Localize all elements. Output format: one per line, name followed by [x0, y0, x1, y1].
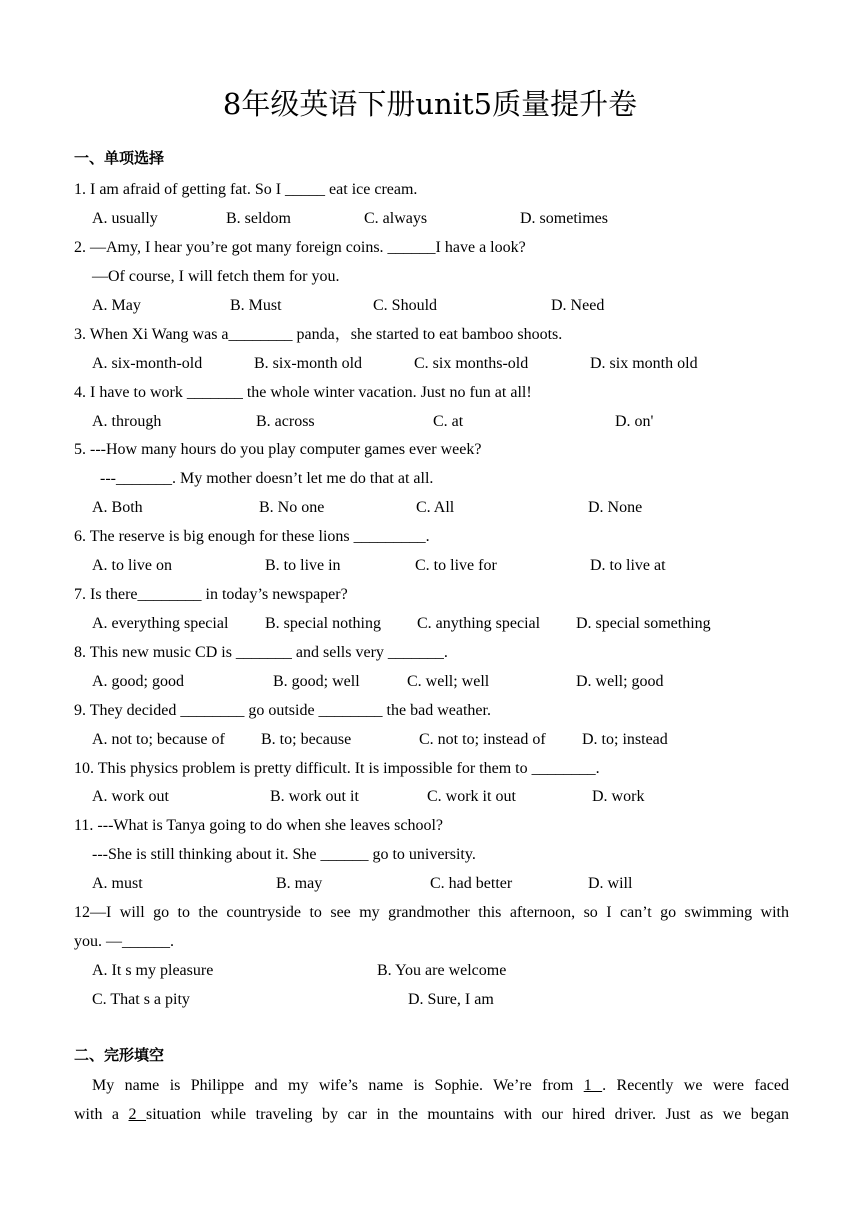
question-2-options [92, 296, 792, 316]
option-d: D. work [592, 788, 645, 805]
option-b: B. work out it [270, 788, 359, 805]
option-d: D. will [588, 875, 633, 892]
passage-text: situation while traveling by car in the mountains with our hired driver. Just as we began [146, 1106, 790, 1123]
option-d: D. Sure, I am [408, 991, 494, 1008]
option-b: B. Must [230, 297, 282, 314]
option-a: A. good; good [92, 673, 184, 690]
passage-line-1 [92, 1076, 789, 1096]
question-3-options [92, 354, 792, 374]
option-b: B. No one [259, 499, 325, 516]
option-a: A. to live on [92, 557, 172, 574]
option-c: C. That s a pity [92, 991, 190, 1008]
option-a: A. work out [92, 788, 169, 805]
option-a: A. It s my pleasure [92, 962, 214, 979]
question-11-options [92, 874, 792, 894]
question-11-stem: 11. ---What is Tanya going to do when she leaves school? [74, 817, 444, 834]
question-7-options [92, 614, 792, 634]
question-1-stem: 1. I am afraid of getting fat. So I _____ eat ice cream. [74, 181, 418, 198]
question-11-stem-2: ---She is still thinking about it. She ______ go to university. [92, 846, 476, 863]
option-c: C. always [364, 210, 428, 227]
question-5-stem-2: ---_______. My mother doesn’t let me do that at all. [100, 470, 434, 487]
option-c: C. well; well [407, 673, 490, 690]
option-b: B. across [256, 413, 315, 430]
passage-text: . Recently we were faced [602, 1077, 790, 1094]
question-12-options-row-1 [92, 961, 792, 981]
question-7-stem: 7. Is there________ in today’s newspaper? [74, 586, 348, 603]
question-6-options [92, 556, 792, 576]
option-b: B. may [276, 875, 323, 892]
question-3-stem: 3. When Xi Wang was a________ panda，she started to eat bamboo shoots. [74, 326, 563, 343]
question-9-stem: 9. They decided ________ go outside ________ the bad weather. [74, 702, 491, 719]
question-12-stem-2: you. —______. [74, 933, 174, 950]
page-title: 8年级英语下册unit5质量提升卷 [222, 87, 638, 121]
option-d: D. well; good [576, 673, 664, 690]
option-c: C. Should [373, 297, 438, 314]
passage-text: My name is Philippe and my wife’s name is Sophie. We’re from [92, 1077, 584, 1094]
question-9-options [92, 730, 792, 750]
question-4-stem: 4. I have to work _______ the whole winter vacation. Just no fun at all! [74, 384, 532, 401]
option-b: B. You are welcome [377, 962, 507, 979]
question-12-stem: 12—I will go to the countryside to see my grandmother this afternoon, so I can’t go swimming with [74, 904, 789, 921]
option-a: A. Both [92, 499, 143, 516]
option-d: D. sometimes [520, 210, 608, 227]
option-d: D. to; instead [582, 731, 668, 748]
option-a: A. everything special [92, 615, 229, 632]
option-b: B. to live in [265, 557, 341, 574]
option-c: C. All [416, 499, 455, 516]
option-c: C. anything special [417, 615, 541, 632]
option-d: D. special something [576, 615, 711, 632]
option-d: D. on' [615, 413, 654, 430]
option-c: C. had better [430, 875, 513, 892]
question-2-stem: 2. —Amy, I hear you’re got many foreign coins. ______I have a look? [74, 239, 526, 256]
option-a: A. not to; because of [92, 731, 225, 748]
blank-1: 1 [583, 1077, 603, 1094]
question-8-stem: 8. This new music CD is _______ and sells very _______. [74, 644, 448, 661]
question-6-stem: 6. The reserve is big enough for these lions _________. [74, 528, 430, 545]
option-d: D. Need [551, 297, 605, 314]
option-c: C. six months-old [414, 355, 529, 372]
option-b: B. to; because [261, 731, 352, 748]
passage-line-2 [74, 1105, 789, 1125]
option-d: D. to live at [590, 557, 666, 574]
question-5-stem: 5. ---How many hours do you play computer games ever week? [74, 441, 482, 458]
option-a: A. through [92, 413, 162, 430]
section-heading-single-choice: 一、单项选择 [74, 149, 165, 167]
option-c: C. work it out [427, 788, 516, 805]
blank-2: 2 [128, 1106, 146, 1123]
question-10-stem: 10. This physics problem is pretty difficult. It is impossible for them to ________. [74, 760, 600, 777]
question-4-options [92, 412, 792, 432]
question-5-options [92, 498, 792, 518]
option-b: B. six-month old [254, 355, 363, 372]
question-10-options [92, 787, 792, 807]
option-b: B. good; well [273, 673, 360, 690]
question-2-stem-2: —Of course, I will fetch them for you. [92, 268, 340, 285]
option-c: C. to live for [415, 557, 497, 574]
option-c: C. not to; instead of [419, 731, 546, 748]
option-c: C. at [433, 413, 464, 430]
passage-text: with a [74, 1106, 129, 1123]
question-8-options [92, 672, 792, 692]
option-b: B. seldom [226, 210, 291, 227]
section-heading-cloze: 二、完形填空 [74, 1046, 165, 1064]
option-a: A. usually [92, 210, 158, 227]
option-a: A. six-month-old [92, 355, 203, 372]
option-a: A. May [92, 297, 141, 314]
question-12-options-row-2 [92, 990, 792, 1010]
option-b: B. special nothing [265, 615, 381, 632]
question-1-options [92, 209, 792, 229]
option-d: D. six month old [590, 355, 698, 372]
option-a: A. must [92, 875, 143, 892]
option-d: D. None [588, 499, 643, 516]
